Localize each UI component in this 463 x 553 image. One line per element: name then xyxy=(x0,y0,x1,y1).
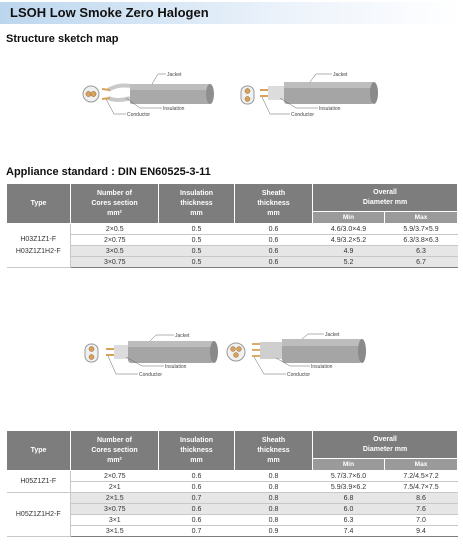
spec-table-1 xyxy=(6,183,458,268)
overall-diameter-header: Overall Diameter mm xyxy=(313,184,458,212)
table-row: H05Z1Z1-F 2×0.75 0.6 0.8 5.7/3.7×6.0 7.2/4.5×7.2 xyxy=(7,471,458,482)
table-row: 3×0.75 0.5 0.6 5.2 6.7 xyxy=(7,257,458,268)
cores-header: Number of Cores section mm² xyxy=(71,431,159,471)
type-header: Type xyxy=(7,431,71,471)
min-header: Min xyxy=(313,212,385,224)
table-row: 2×1 0.6 0.8 5.9/3.9×6.2 7.5/4.7×7.5 xyxy=(7,482,458,493)
max-header: Max xyxy=(385,212,458,224)
insulation-header: Insulation thickness mm xyxy=(159,184,235,224)
sketch-flat-two-core xyxy=(240,64,390,120)
sketch-flat-two-core-h05 xyxy=(84,330,224,386)
title-banner xyxy=(0,2,463,24)
type-cell: H03Z1Z1-F H03Z1Z1H2-F xyxy=(7,224,71,268)
conductor-callout: Conductor xyxy=(291,112,315,118)
sheath-header: Sheath thickness mm xyxy=(235,184,313,224)
table-row: 3×0.75 0.6 0.8 6.0 7.6 xyxy=(7,504,458,515)
jacket-callout: Jacket xyxy=(325,332,340,338)
standard-heading: Appliance standard : DIN EN60525-3-11 xyxy=(6,166,211,178)
insulation-callout: Insulation xyxy=(163,106,185,112)
cores-header: Number of Cores section mm² xyxy=(71,184,159,224)
min-header: Min xyxy=(313,459,385,471)
type-cell: H05Z1Z1H2-F xyxy=(7,493,71,537)
sketch-round-two-core xyxy=(82,64,222,120)
sheath-header: Sheath thickness mm xyxy=(235,431,313,471)
structure-heading: Structure sketch map xyxy=(6,33,119,45)
conductor-callout: Conductor xyxy=(287,372,311,378)
insulation-callout: Insulation xyxy=(319,106,341,112)
page-title: LSOH Low Smoke Zero Halogen xyxy=(10,5,209,20)
jacket-callout: Jacket xyxy=(175,333,190,339)
insulation-header: Insulation thickness mm xyxy=(159,431,235,471)
spec-table-2 xyxy=(6,430,458,537)
sketch-round-three-core xyxy=(226,330,376,386)
conductor-callout: Conductor xyxy=(139,372,163,378)
jacket-callout: Jacket xyxy=(167,72,182,78)
overall-diameter-header: Overall Diameter mm xyxy=(313,431,458,459)
table-row: 3×0.5 0.5 0.6 4.9 6.3 xyxy=(7,246,458,257)
type-cell: H05Z1Z1-F xyxy=(7,471,71,493)
insulation-callout: Insulation xyxy=(165,364,187,370)
jacket-callout: Jacket xyxy=(333,72,348,78)
insulation-callout: Insulation xyxy=(311,364,333,370)
table-row: 2×0.75 0.5 0.6 4.9/3.2×5.2 6.3/3.8×6.3 xyxy=(7,235,458,246)
conductor-callout: Conductor xyxy=(127,112,151,118)
table-row: 3×1.5 0.7 0.9 7.4 9.4 xyxy=(7,526,458,537)
table-row: H05Z1Z1H2-F 2×1.5 0.7 0.8 6.8 8.6 xyxy=(7,493,458,504)
type-header: Type xyxy=(7,184,71,224)
max-header: Max xyxy=(385,459,458,471)
table-row: H03Z1Z1-F H03Z1Z1H2-F 2×0.5 0.5 0.6 4.6/3.0×4.9 5.9/3.7×5.9 xyxy=(7,224,458,235)
table-row: 3×1 0.6 0.8 6.3 7.0 xyxy=(7,515,458,526)
